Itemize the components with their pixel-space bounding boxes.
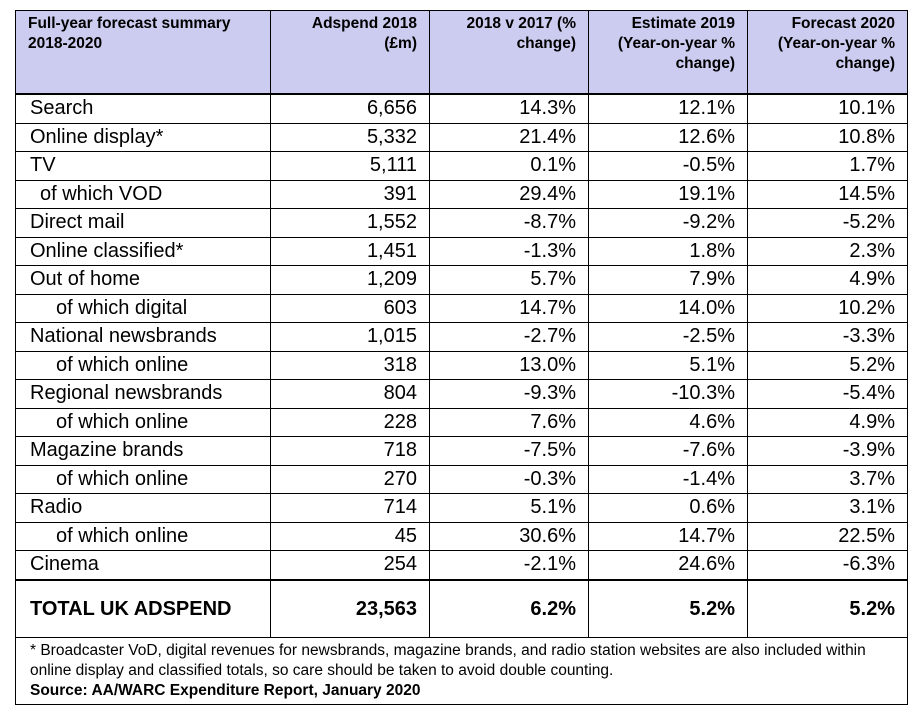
adspend-cell: 718 [271,437,430,466]
row-label: Radio [16,494,271,523]
estimate-2019-cell: 19.1% [589,180,748,209]
adspend-cell: 804 [271,380,430,409]
table-row [16,237,908,266]
adspend-cell: 1,209 [271,266,430,295]
row-label: Magazine brands [16,437,271,466]
forecast-2020-cell: 4.9% [748,408,908,437]
table-row [16,380,908,409]
total-row [16,580,908,638]
table-row [16,94,908,123]
forecast-2020-cell: -3.3% [748,323,908,352]
estimate-2019-cell: 5.1% [589,351,748,380]
change-2018-cell: -8.7% [430,209,589,238]
footnote-row [16,637,908,704]
header-estimate-2019: Estimate 2019 (Year-on-year % change) [589,11,748,95]
row-label: Cinema [16,551,271,580]
adspend-cell: 6,656 [271,94,430,123]
change-2018-cell: -7.5% [430,437,589,466]
forecast-2020-cell: -5.2% [748,209,908,238]
forecast-2020-cell: 3.7% [748,465,908,494]
estimate-2019-cell: 12.6% [589,123,748,152]
estimate-2019-cell: 14.0% [589,294,748,323]
table-row [16,266,908,295]
table-row [16,551,908,580]
forecast-2020-cell: -3.9% [748,437,908,466]
row-label: of which VOD [16,180,271,209]
row-label: of which online [16,465,271,494]
estimate-2019-cell: 12.1% [589,94,748,123]
change-2018-cell: 0.1% [430,152,589,181]
adspend-cell: 391 [271,180,430,209]
row-label: Online classified* [16,237,271,266]
row-label: of which online [16,351,271,380]
forecast-2020-cell: 10.8% [748,123,908,152]
row-label: Direct mail [16,209,271,238]
adspend-cell: 318 [271,351,430,380]
estimate-2019-cell: 0.6% [589,494,748,523]
change-2018-cell: 7.6% [430,408,589,437]
row-label: of which digital [16,294,271,323]
adspend-cell: 1,451 [271,237,430,266]
forecast-2020-cell: 22.5% [748,522,908,551]
source-text: Source: AA/WARC Expenditure Report, January 2020 [30,681,421,699]
header-row [16,11,908,95]
forecast-2020-cell: 1.7% [748,152,908,181]
table-body [16,94,908,580]
forecast-table-container [15,10,907,705]
adspend-cell: 45 [271,522,430,551]
total-change-2018: 6.2% [430,580,589,638]
forecast-2020-cell: 10.2% [748,294,908,323]
change-2018-cell: -0.3% [430,465,589,494]
header-summary: Full-year forecast summary 2018-2020 [16,11,271,95]
table-row [16,152,908,181]
adspend-cell: 5,332 [271,123,430,152]
table-row [16,180,908,209]
adspend-cell: 254 [271,551,430,580]
adspend-cell: 270 [271,465,430,494]
header-forecast-2020: Forecast 2020 (Year-on-year % change) [748,11,908,95]
change-2018-cell: 14.7% [430,294,589,323]
header-change-2018: 2018 v 2017 (% change) [430,11,589,95]
forecast-2020-cell: 10.1% [748,94,908,123]
row-label: of which online [16,522,271,551]
total-forecast-2020: 5.2% [748,580,908,638]
forecast-2020-cell: 3.1% [748,494,908,523]
table-row [16,123,908,152]
estimate-2019-cell: -7.6% [589,437,748,466]
footnote-text: * Broadcaster VoD, digital revenues for newsbrands, magazine brands, and radio station websites are also included within online display and classified totals, so care should be taken to avoid double counting. [30,641,866,679]
table-row [16,323,908,352]
table-row [16,465,908,494]
estimate-2019-cell: -1.4% [589,465,748,494]
adspend-cell: 1,552 [271,209,430,238]
change-2018-cell: -2.1% [430,551,589,580]
change-2018-cell: 5.7% [430,266,589,295]
change-2018-cell: 14.3% [430,94,589,123]
change-2018-cell: 21.4% [430,123,589,152]
forecast-2020-cell: 4.9% [748,266,908,295]
forecast-2020-cell: 5.2% [748,351,908,380]
table-row [16,294,908,323]
table-row [16,437,908,466]
change-2018-cell: 13.0% [430,351,589,380]
forecast-2020-cell: 2.3% [748,237,908,266]
estimate-2019-cell: -10.3% [589,380,748,409]
change-2018-cell: -1.3% [430,237,589,266]
estimate-2019-cell: 4.6% [589,408,748,437]
change-2018-cell: 29.4% [430,180,589,209]
estimate-2019-cell: -0.5% [589,152,748,181]
total-adspend: 23,563 [271,580,430,638]
estimate-2019-cell: 1.8% [589,237,748,266]
estimate-2019-cell: 14.7% [589,522,748,551]
row-label: Out of home [16,266,271,295]
change-2018-cell: 30.6% [430,522,589,551]
row-label: of which online [16,408,271,437]
forecast-table [15,10,908,705]
estimate-2019-cell: 24.6% [589,551,748,580]
row-label: Regional newsbrands [16,380,271,409]
adspend-cell: 603 [271,294,430,323]
row-label: Online display* [16,123,271,152]
table-row [16,522,908,551]
change-2018-cell: -9.3% [430,380,589,409]
row-label: TV [16,152,271,181]
estimate-2019-cell: -9.2% [589,209,748,238]
row-label: Search [16,94,271,123]
table-row [16,351,908,380]
adspend-cell: 228 [271,408,430,437]
table-row [16,494,908,523]
change-2018-cell: 5.1% [430,494,589,523]
total-label: TOTAL UK ADSPEND [16,580,271,638]
change-2018-cell: -2.7% [430,323,589,352]
footnote-cell [16,637,908,704]
table-row [16,408,908,437]
total-estimate-2019: 5.2% [589,580,748,638]
forecast-2020-cell: -6.3% [748,551,908,580]
adspend-cell: 714 [271,494,430,523]
table-row [16,209,908,238]
estimate-2019-cell: -2.5% [589,323,748,352]
adspend-cell: 1,015 [271,323,430,352]
forecast-2020-cell: 14.5% [748,180,908,209]
header-adspend-2018: Adspend 2018 (£m) [271,11,430,95]
estimate-2019-cell: 7.9% [589,266,748,295]
forecast-2020-cell: -5.4% [748,380,908,409]
row-label: National newsbrands [16,323,271,352]
adspend-cell: 5,111 [271,152,430,181]
